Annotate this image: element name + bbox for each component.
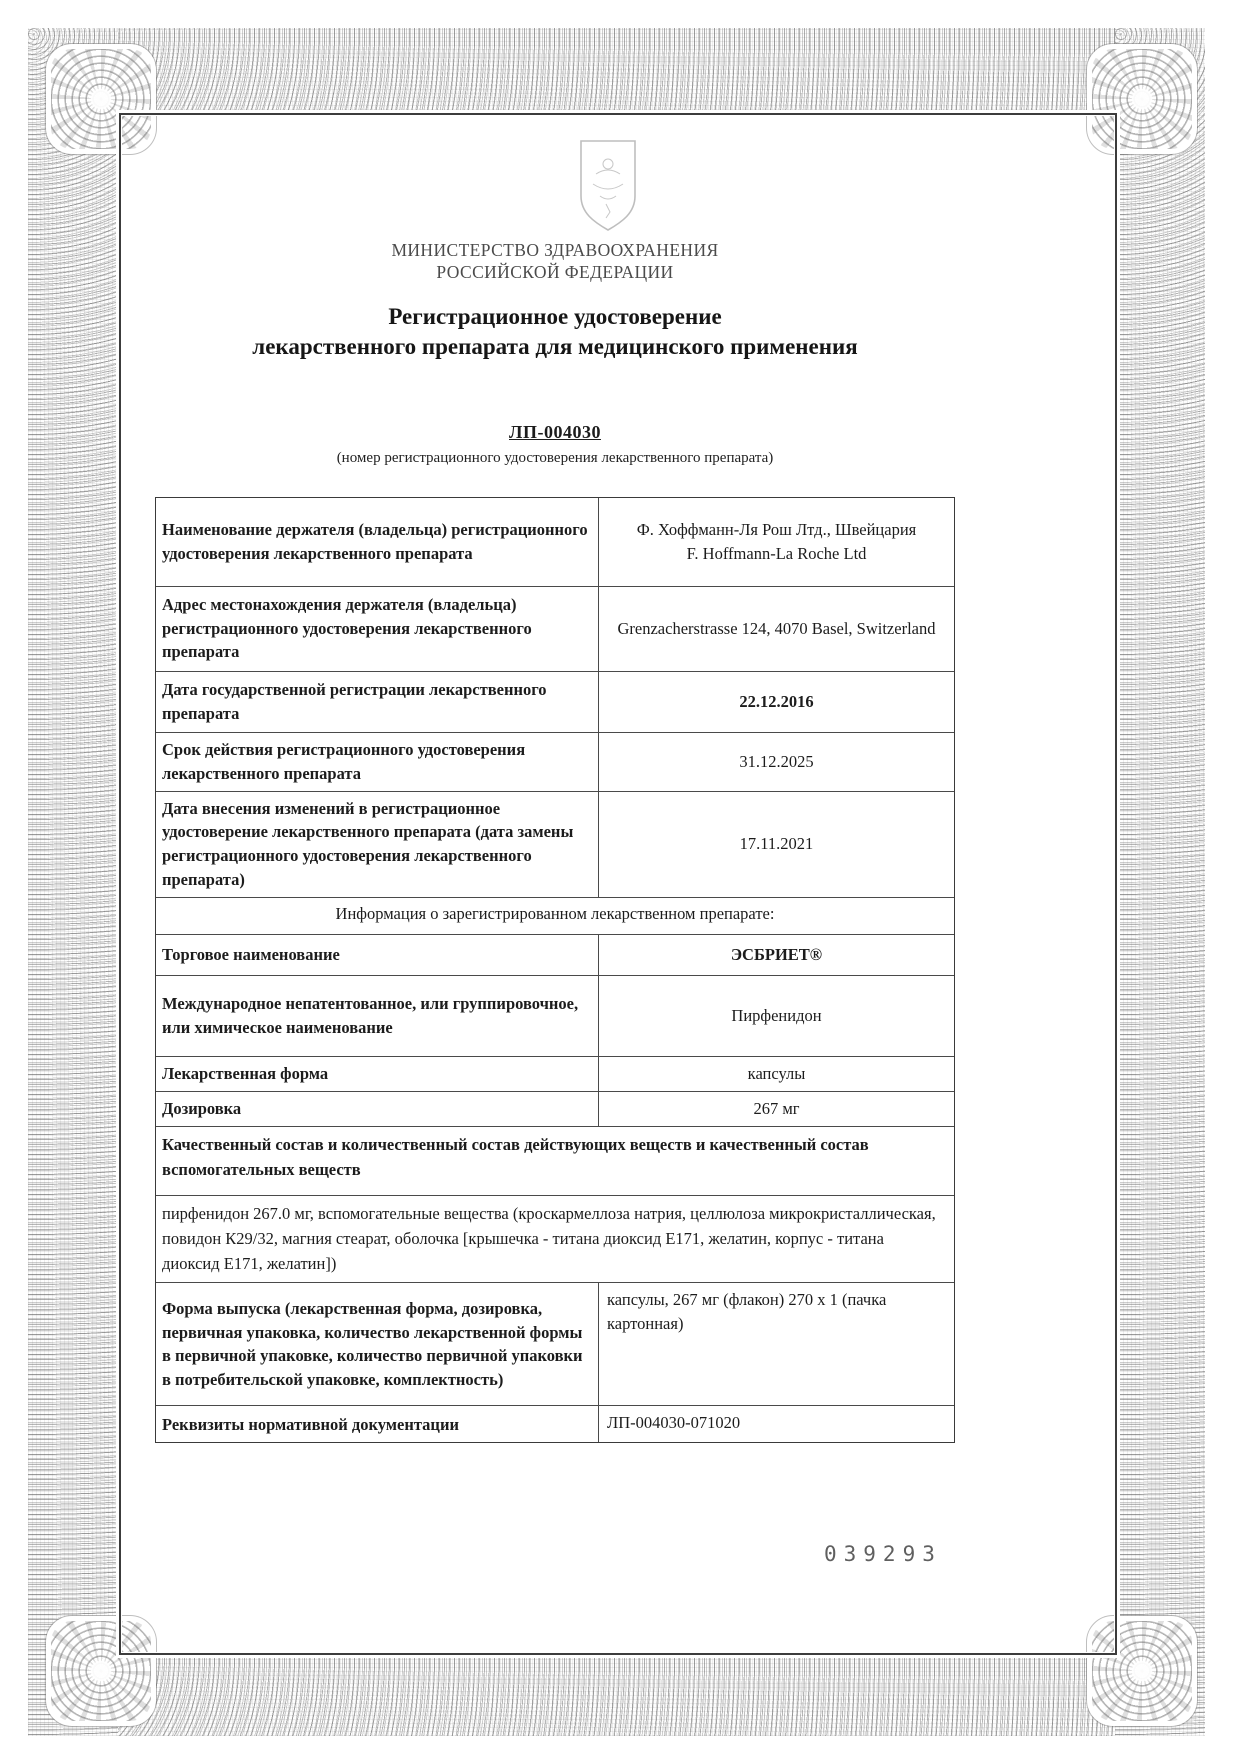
row-value: 31.12.2025 [739,751,814,771]
table-row-normative-docs [156,1405,954,1442]
info-section-title: Информация о зарегистрированном лекарственном препарате: [156,897,954,934]
composition-text: пирфенидон 267.0 мг, вспомогательные вещества (кроскармеллоза натрия, целлюлоза микрокристаллическая, повидон К29/32, магния стеарат, оболочка [крышечка - титана диоксид Е171, желатин, корпус - титана диоксид Е171, желатин]) [156,1195,954,1282]
table-row-amendment-date [156,791,954,898]
row-value: капсулы, 267 мг (флакон) 270 х 1 (пачка картонная) [607,1290,887,1334]
table-row-holder-address [156,586,954,671]
table-row-dosage-form [156,1056,954,1091]
certificate-table [155,497,955,1444]
row-label: Срок действия регистрационного удостоверения лекарственного препарата [156,733,599,791]
registration-number-caption: (номер регистрационного удостоверения лекарственного препарата) [336,449,774,466]
row-label: Дозировка [156,1092,599,1126]
corner-rosette-top-left [46,44,156,154]
corner-rosette-bottom-left [46,1616,156,1726]
row-label: Международное непатентованное, или группировочное, или химическое наименование [156,976,599,1056]
table-row-holder-name [156,498,954,586]
table-row-validity-date [156,732,954,791]
row-value: Ф. Хоффманн-Ля Рош Лтд., Швейцария F. Hoffmann-La Roche Ltd [636,519,917,563]
document-body [155,0,955,1443]
document-title-line1: Регистрационное удостоверение [388,303,722,329]
row-value: ЭСБРИЕТ® [730,945,823,965]
table-row-trade-name [156,934,954,975]
row-value: капсулы [747,1064,806,1084]
row-label: Форма выпуска (лекарственная форма, дозировка, первичная упаковка, количество лекарственной формы в первичной упаковке, количество первичной упаковки в потребительской упаковке, комплектность) [156,1283,599,1405]
border-ornament-right [1115,28,1205,1736]
registration-number: ЛП-004030 [509,421,601,442]
row-label: Лекарственная форма [156,1057,599,1091]
row-value: ЛП-004030-071020 [607,1413,741,1433]
ministry-name [155,240,955,284]
row-label: Наименование держателя (владельца) регистрационного удостоверения лекарственного препарата [156,498,599,586]
table-row-registration-date [156,671,954,732]
corner-rosette-top-right [1087,44,1197,154]
row-value: 267 мг [753,1099,800,1119]
row-value: 22.12.2016 [739,691,814,711]
border-ornament-left [28,28,118,1736]
border-ornament-bottom [28,1652,1205,1736]
table-row-dosage [156,1091,954,1126]
corner-rosette-bottom-right [1087,1616,1197,1726]
row-value: Grenzacherstrasse 124, 4070 Basel, Switzerland [617,618,936,638]
row-value: Пирфенидон [731,1006,822,1026]
row-label: Реквизиты нормативной документации [156,1406,599,1442]
ministry-line1: МИНИСТЕРСТВО ЗДРАВООХРАНЕНИЯ [391,240,719,260]
document-title-line2: лекарственного препарата для медицинского применения [252,333,858,359]
row-label: Торговое наименование [156,935,599,975]
ministry-line2: РОССИЙСКОЙ ФЕДЕРАЦИИ [436,261,674,282]
row-label: Адрес местонахождения держателя (владельца) регистрационного удостоверения лекарственного препарата [156,587,599,671]
composition-header: Качественный состав и количественный состав действующих веществ и качественный состав вспомогательных веществ [156,1126,954,1195]
form-serial-number: 039293 [824,1542,942,1566]
table-row-release-form [156,1282,954,1405]
document-title [155,302,955,362]
table-row-inn-name [156,975,954,1056]
row-value: 17.11.2021 [739,834,814,854]
row-label: Дата внесения изменений в регистрационное удостоверение лекарственного препарата (дата замены регистрационного удостоверения лекарственного препарата) [156,792,599,898]
row-label: Дата государственной регистрации лекарственного препарата [156,672,599,732]
